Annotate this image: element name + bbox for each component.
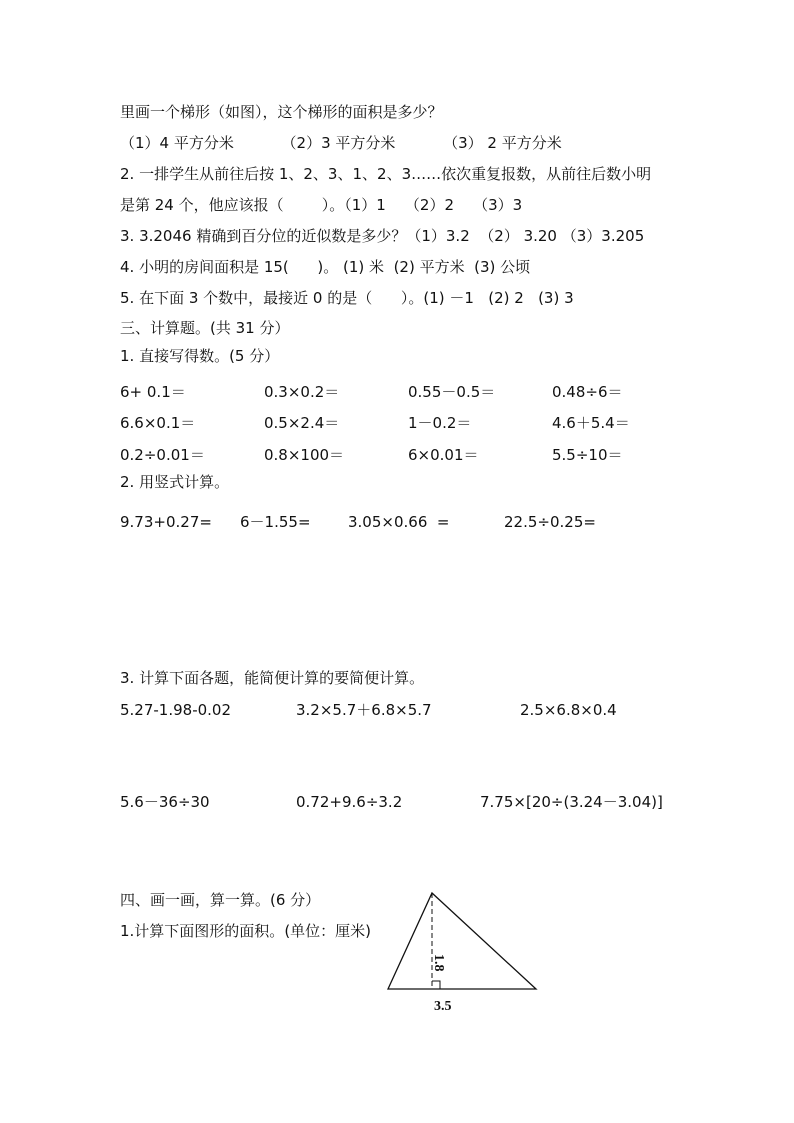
section-4-title: 四、画一画，算一算。(6 分） xyxy=(120,891,321,909)
right-angle-mark xyxy=(432,981,440,989)
simplify-calc-item: 5.27-1.98-0.02 xyxy=(120,701,232,719)
section-4-part-1-title: 1.计算下面图形的面积。(单位：厘米) xyxy=(120,922,372,940)
mental-math-item: 0.55－0.5＝ xyxy=(408,383,496,401)
mental-math-item: 6+ 0.1＝ xyxy=(120,383,186,401)
simplify-calc-item: 5.6－36÷30 xyxy=(120,793,210,811)
part-1-title: 1. 直接写得数。(5 分） xyxy=(120,347,280,365)
question-2-line-2: 是第 24 个，他应该报（ ）。（1）1 （2）2 （3）3 xyxy=(120,196,523,214)
part-2-title: 2. 用竖式计算。 xyxy=(120,473,230,491)
mental-math-item: 0.2÷0.01＝ xyxy=(120,446,205,464)
question-trapezoid-stem: 里画一个梯形（如图），这个梯形的面积是多少？ xyxy=(120,103,443,121)
vertical-calc-item: 22.5÷0.25= xyxy=(504,513,596,531)
mental-math-item: 6×0.01＝ xyxy=(408,446,479,464)
question-3: 3. 3.2046 精确到百分位的近似数是多少？（1）3.2 （2） 3.20 （3）3.205 xyxy=(120,227,645,245)
section-3-title: 三、计算题。(共 31 分） xyxy=(120,319,290,337)
triangle-outline xyxy=(388,893,536,989)
mental-math-item: 5.5÷10＝ xyxy=(552,446,623,464)
simplify-calc-item: 2.5×6.8×0.4 xyxy=(520,701,617,719)
vertical-calc-item: 6－1.55= xyxy=(240,513,311,531)
mental-math-item: 1－0.2＝ xyxy=(408,414,472,432)
mental-math-item: 0.5×2.4＝ xyxy=(264,414,340,432)
question-4: 4. 小明的房间面积是 15( )。 (1) 米 (2) 平方米 (3) 公顷 xyxy=(120,258,531,276)
mental-math-item: 6.6×0.1＝ xyxy=(120,414,196,432)
simplify-calc-item: 7.75×[20÷(3.24－3.04)] xyxy=(480,793,663,811)
question-2-line-1: 2. 一排学生从前往后按 1、2、3、1、2、3……依次重复报数，从前往后数小明 xyxy=(120,165,652,183)
mental-math-item: 4.6＋5.4＝ xyxy=(552,414,630,432)
part-3-title: 3. 计算下面各题，能简便计算的要简便计算。 xyxy=(120,669,425,687)
simplify-calc-item: 3.2×5.7＋6.8×5.7 xyxy=(296,701,432,719)
mental-math-item: 0.8×100＝ xyxy=(264,446,345,464)
question-5: 5. 在下面 3 个数中，最接近 0 的是（ ）。(1) －1 (2) 2 (3) 3 xyxy=(120,289,574,307)
question-trapezoid-options: （1）4 平方分米 （2）3 平方分米 （3） 2 平方分米 xyxy=(120,134,562,152)
simplify-calc-item: 0.72+9.6÷3.2 xyxy=(296,793,403,811)
height-label: 1.8 xyxy=(431,954,446,972)
vertical-calc-item: 3.05×0.66 = xyxy=(348,513,450,531)
mental-math-item: 0.3×0.2＝ xyxy=(264,383,340,401)
mental-math-item: 0.48÷6＝ xyxy=(552,383,623,401)
vertical-calc-item: 9.73+0.27= xyxy=(120,513,212,531)
base-label: 3.5 xyxy=(434,999,452,1014)
